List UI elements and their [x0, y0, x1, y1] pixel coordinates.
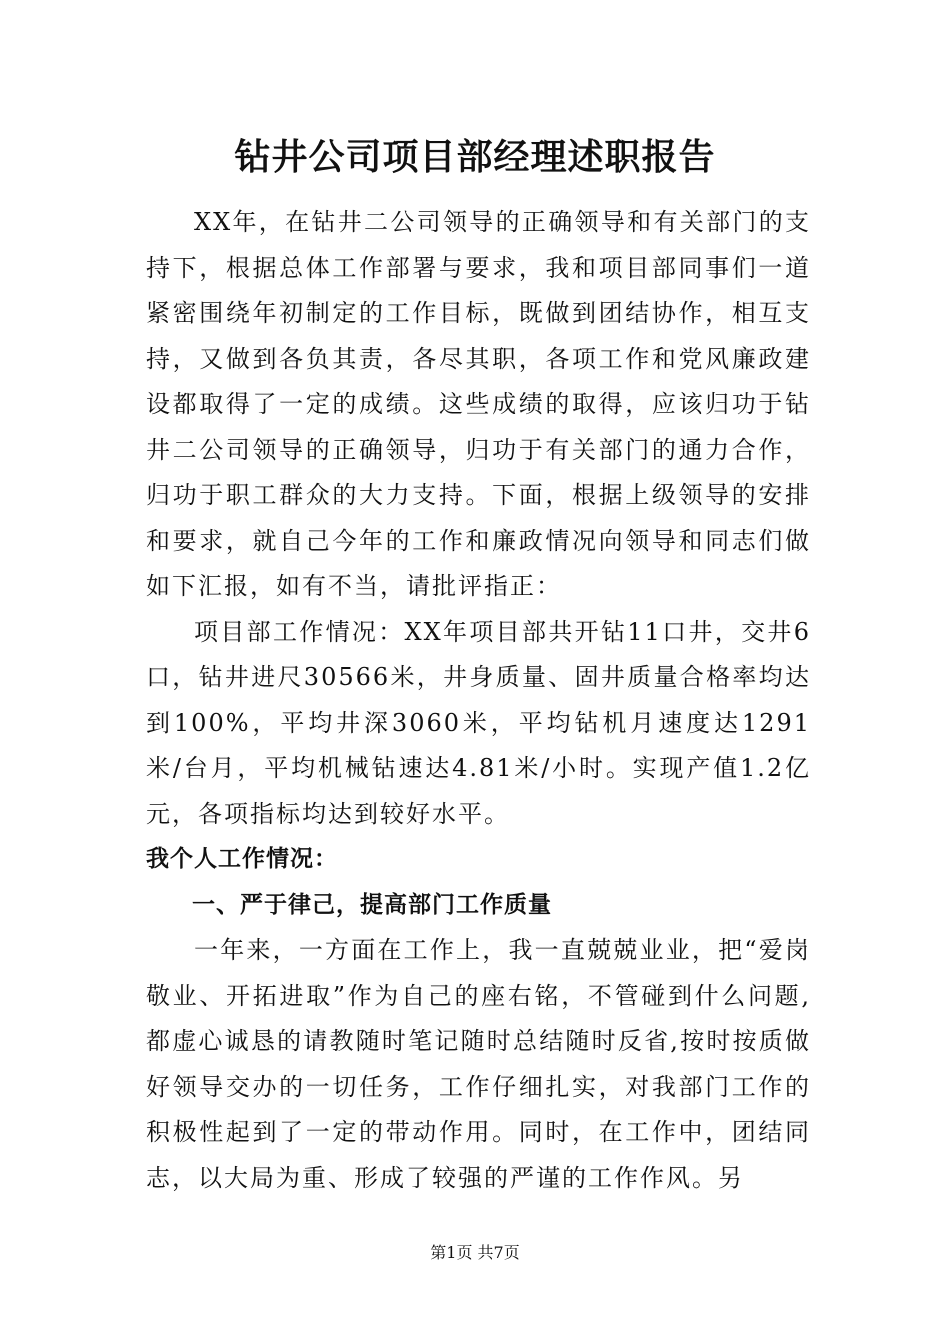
section-heading: 我个人工作情况：: [146, 846, 338, 872]
subsection-paragraph: 一年来，一方面在工作上，我一直兢兢业业，把“爱岗敬业、开拓进取”作为自己的座右铭，不管碰到什么问题,都虚心诚恳的请教随时笔记随时总结随时反省,按时按质做好领导交办的一切任务，工作仔细扎实，对我部门工作的积极性起到了一定的带动作用。同时，在工作中，团结同志，以大局为重、形成了较强的严谨的工作作风。另: [146, 936, 811, 1192]
page-footer: 第1页 共7页: [430, 1243, 520, 1262]
intro-paragraph: XX年，在钻井二公司领导的正确领导和有关部门的支持下，根据总体工作部署与要求，我和项目部同事们一道紧密围绕年初制定的工作目标，既做到团结协作，相互支持，又做到各负其责，各尽其职，各项工作和党风廉政建设都取得了一定的成绩。这些成绩的取得，应该归功于钻井二公司领导的正确领导，归功于有关部门的通力合作，归功于职工群众的大力支持。下面，根据上级领导的安排和要求，就自己今年的工作和廉政情况向领导和同志们做如下汇报，如有不当，请批评指正：: [146, 208, 811, 600]
subsection-heading: 一、严于律己，提高部门工作质量: [192, 891, 552, 918]
project-work-paragraph: 项目部工作情况：XX年项目部共开钻11口井，交井6口，钻井进尺30566米，井身质量、固井质量合格率均达到100%，平均井深3060米，平均钻机月速度达1291米/台月，平均机械钻速达4.81米/小时。实现产值1.2亿元，各项指标均达到较好水平。: [146, 617, 811, 828]
document-body: [146, 200, 811, 1201]
document-title: 钻井公司项目部经理述职报告: [234, 137, 716, 178]
